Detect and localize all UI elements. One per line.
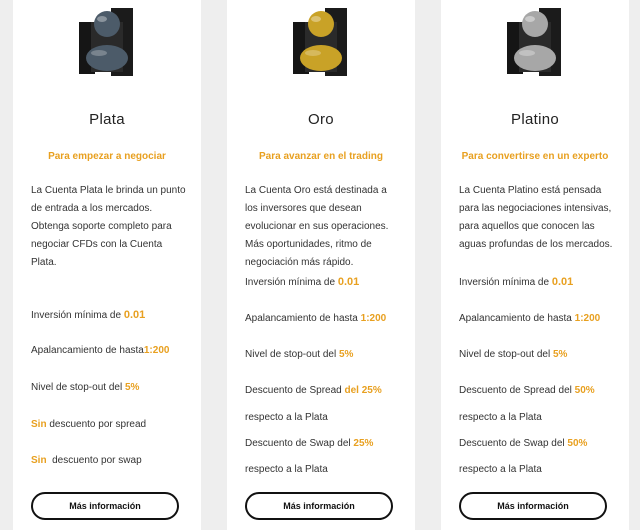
min-investment: [31, 309, 193, 321]
spread-discount: [31, 419, 193, 430]
min-investment-label: Inversión mínima de: [245, 277, 336, 288]
stopout-value: 5%: [124, 382, 140, 393]
leverage-label: Apalancamiento de hasta: [245, 313, 358, 324]
plan-description: La Cuenta Plata le brinda un punto de entrada a los mercados. Obtenga soporte completo para negociar CFDs con la Cuenta Plata.: [31, 185, 186, 268]
spread-suffix: descuento por spread: [49, 419, 147, 430]
spread-value: 50%: [574, 385, 595, 396]
account-illustration-platino: [505, 6, 569, 82]
swap-note: respecto a la Plata: [459, 464, 542, 475]
swap-label: Descuento de Swap del: [245, 438, 351, 449]
stopout-level: [245, 349, 407, 360]
swap-note: respecto a la Plata: [245, 464, 328, 475]
account-illustration-plata: [77, 6, 141, 82]
plan-subtitle: Para avanzar en el trading: [259, 151, 383, 162]
stopout-label: Nivel de stop-out del: [459, 349, 551, 360]
plan-card-platino: [441, 0, 629, 530]
swap-suffix: descuento por swap: [52, 455, 142, 466]
plan-card-oro: [227, 0, 415, 530]
stopout-value: 5%: [338, 349, 354, 360]
more-info-button[interactable]: Más información: [245, 492, 393, 520]
plan-title: Plata: [89, 111, 125, 128]
spread-note: respecto a la Plata: [459, 412, 542, 423]
min-investment-value: 0.01: [337, 276, 360, 288]
swap-discount: [245, 438, 407, 449]
plan-title: Oro: [308, 111, 334, 128]
leverage: [31, 345, 193, 356]
min-investment-label: Inversión mínima de: [459, 277, 550, 288]
spread-label: Descuento de Spread: [245, 385, 342, 396]
swap-prefix: Sin: [31, 455, 47, 466]
swap-label: Descuento de Swap del: [459, 438, 565, 449]
stopout-label: Nivel de stop-out del: [31, 382, 123, 393]
spread-note: respecto a la Plata: [245, 412, 328, 423]
plan-subtitle: Para empezar a negociar: [48, 151, 166, 162]
leverage: [459, 313, 621, 324]
plan-title: Platino: [511, 111, 559, 128]
plan-card-plata: [13, 0, 201, 530]
leverage-value: 1:200: [143, 345, 170, 356]
leverage-value: 1:200: [574, 313, 601, 324]
leverage-value: 1:200: [360, 313, 387, 324]
spread-prefix: Sin: [31, 419, 47, 430]
min-investment-value: 0.01: [123, 309, 146, 321]
swap-value: 50%: [567, 438, 588, 449]
more-info-button[interactable]: Más información: [31, 492, 179, 520]
account-illustration-oro: [291, 6, 355, 82]
leverage: [245, 313, 407, 324]
stopout-label: Nivel de stop-out del: [245, 349, 337, 360]
plan-description: La Cuenta Platino está pensada para las negociaciones intensivas, para aquellos que conocen las aguas profundas de los mercados.: [459, 185, 613, 250]
spread-discount: [459, 385, 621, 396]
stopout-level: [31, 382, 193, 393]
min-investment: [459, 276, 621, 288]
leverage-label: Apalancamiento de hasta: [31, 345, 144, 356]
min-investment: [245, 276, 407, 288]
leverage-label: Apalancamiento de hasta: [459, 313, 572, 324]
swap-discount: [31, 455, 193, 466]
plan-description: La Cuenta Oro está destinada a los inversores que desean evolucionar en sus operaciones. Más oportunidades, ritmo de negociación más rápido.: [245, 185, 389, 268]
swap-discount: [459, 438, 621, 449]
spread-value: del 25%: [344, 385, 382, 396]
min-investment-label: Inversión mínima de: [31, 310, 122, 321]
stopout-value: 5%: [552, 349, 568, 360]
plan-subtitle: Para convertirse en un experto: [461, 151, 609, 162]
min-investment-value: 0.01: [551, 276, 574, 288]
stopout-level: [459, 349, 621, 360]
more-info-button[interactable]: Más información: [459, 492, 607, 520]
spread-discount: [245, 385, 407, 396]
spread-label: Descuento de Spread del: [459, 385, 572, 396]
swap-value: 25%: [353, 438, 374, 449]
